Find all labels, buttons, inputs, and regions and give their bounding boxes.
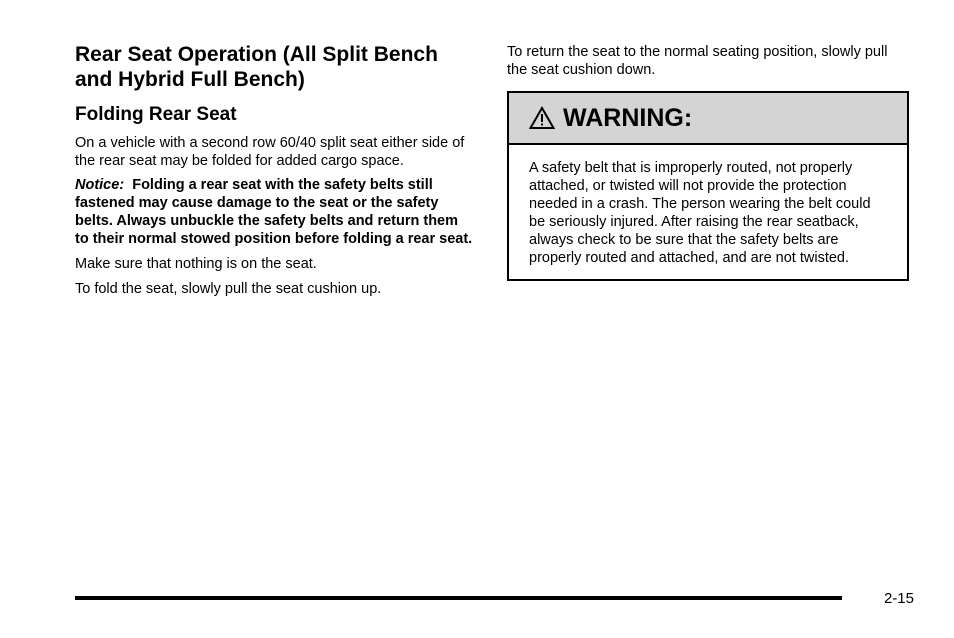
notice-label: Notice: [75,177,125,193]
step-2-paragraph: To fold the seat, slowly pull the seat cushion up. [75,281,382,297]
warning-title: WARNING: [563,103,693,132]
page-number: 2-15 [883,590,914,607]
warning-triangle-icon [529,106,555,130]
warning-box [507,91,909,281]
return-paragraph: To return the seat to the normal seating position, slowly pull the seat cushion down. [507,44,888,78]
intro-paragraph: On a vehicle with a second row 60/40 split seat either side of the rear seat may be folded for added cargo space. [75,135,465,169]
step-1-paragraph: Make sure that nothing is on the seat. [75,256,317,272]
warning-text: A safety belt that is improperly routed, not properly attached, or twisted will not provide the protection needed in a crash. The person wearing the belt could be seriously injured. After raising the rear seatback, always check to be sure that the safety belts are properly routed and attached, and are not twisted. [529,160,871,266]
warning-header [509,93,907,145]
subsection-title: Folding Rear Seat [75,104,237,125]
right-column [507,43,909,281]
notice-text: Folding a rear seat with the safety belts still fastened may cause damage to the seat or the safety belts. Always unbuckle the safety belts and return them to their normal stowed position before folding a rear seat. [75,177,473,247]
left-column [75,42,475,298]
warning-body [509,145,907,279]
section-title: Rear Seat Operation (All Split Bench and Hybrid Full Bench) [75,43,438,91]
notice-paragraph [75,176,475,248]
footer-rule [75,596,842,600]
